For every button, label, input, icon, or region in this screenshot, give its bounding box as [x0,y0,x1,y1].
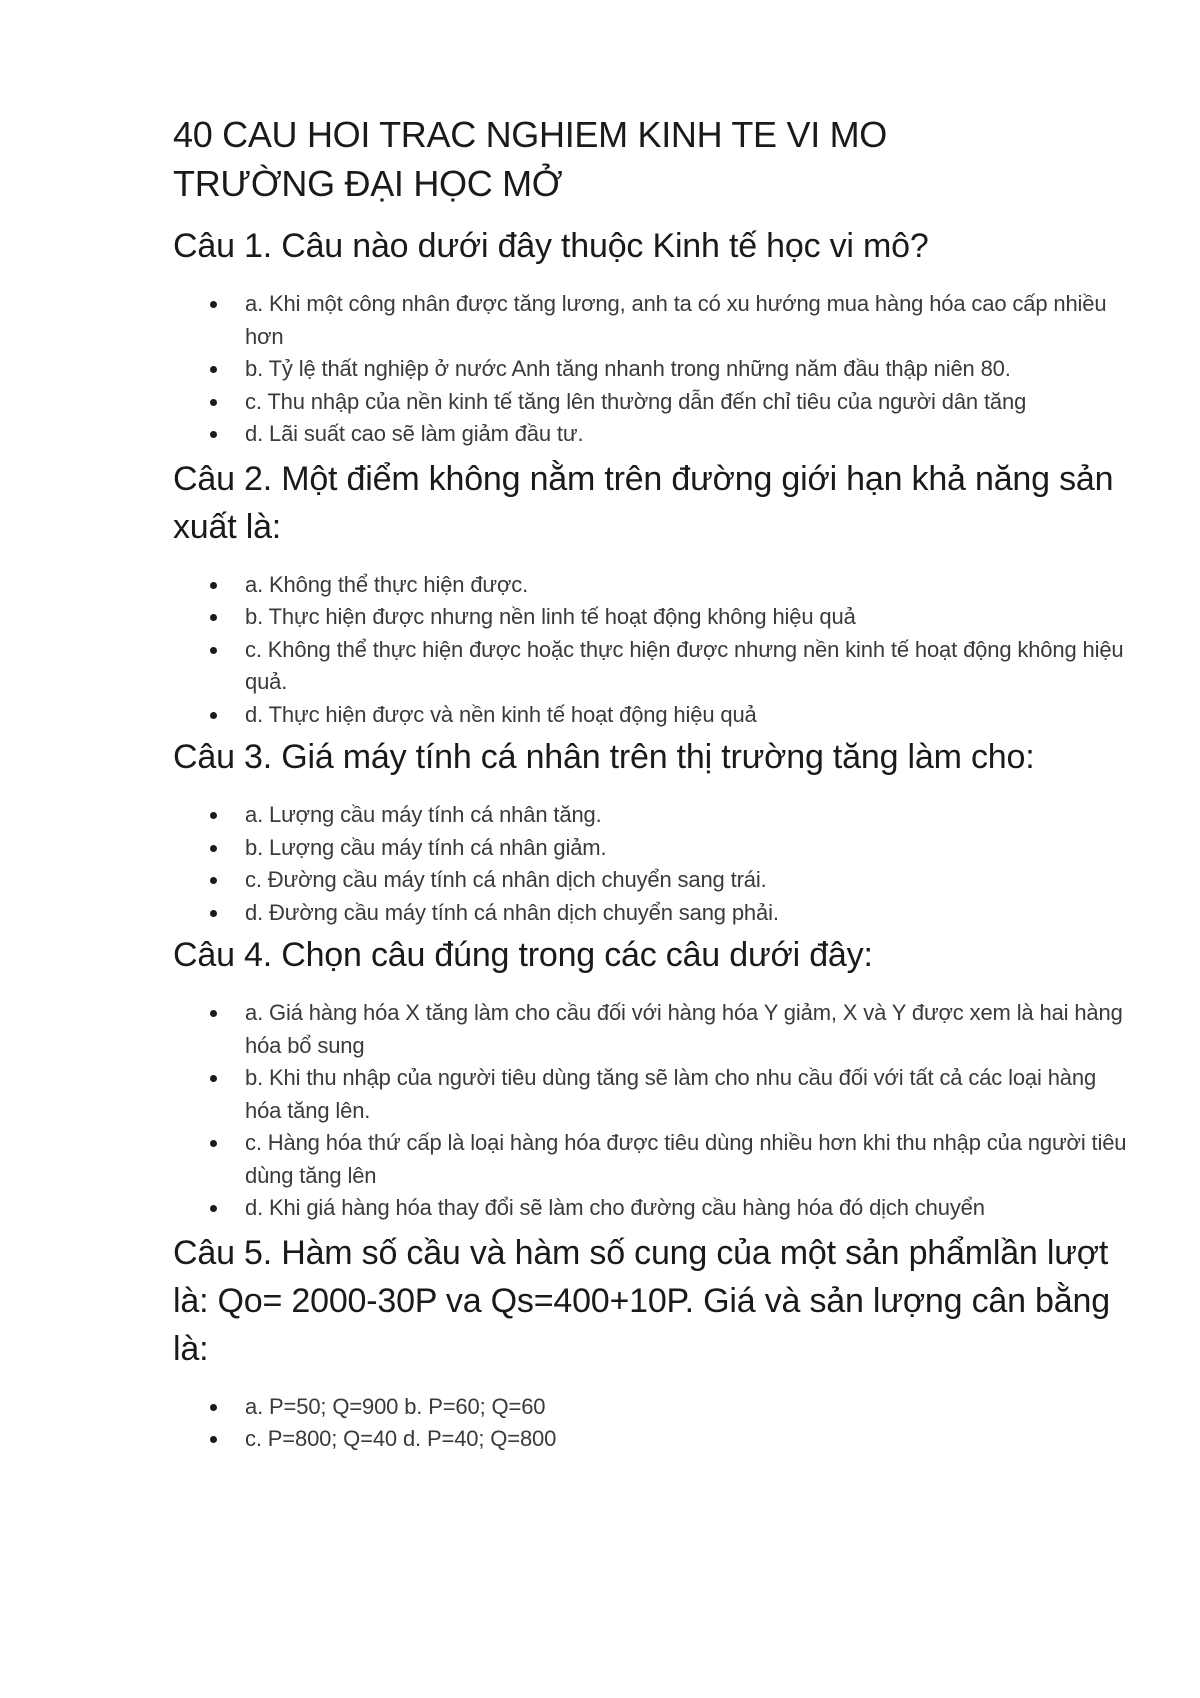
answer-option: a. P=50; Q=900 b. P=60; Q=60 [173,1391,1133,1424]
question-heading: Câu 3. Giá máy tính cá nhân trên thị trường tăng làm cho: [173,738,1035,776]
answer-options [173,799,1133,929]
answer-option: d. Thực hiện được và nền kinh tế hoạt động hiệu quả [173,699,1133,732]
document-title [173,110,1133,208]
document-title-line-1: 40 CAU HOI TRAC NGHIEM KINH TE VI MO [173,114,887,155]
question-3 [173,733,1133,929]
answer-option: a. Khi một công nhân được tăng lương, anh ta có xu hướng mua hàng hóa cao cấp nhiều hơn [173,288,1133,353]
question-heading: Câu 4. Chọn câu đúng trong các câu dưới đây: [173,936,873,974]
question-2 [173,455,1133,732]
answer-option: b. Tỷ lệ thất nghiệp ở nước Anh tăng nhanh trong những năm đầu thập niên 80. [173,353,1133,386]
question-heading: Câu 1. Câu nào dưới đây thuộc Kinh tế học vi mô? [173,227,929,265]
answer-options [173,288,1133,451]
document-page [173,110,1133,1456]
answer-options [173,997,1133,1225]
answer-option: c. Thu nhập của nền kinh tế tăng lên thường dẫn đến chỉ tiêu của người dân tăng [173,386,1133,419]
answer-option: a. Lượng cầu máy tính cá nhân tăng. [173,799,1133,832]
question-heading: Câu 5. Hàm số cầu và hàm số cung của một sản phẩmlần lượt là: Qo= 2000-30P va Qs=400+10P. Giá và sản lượng cân bằng là: [173,1233,1110,1368]
answer-option: c. Không thể thực hiện được hoặc thực hiện được nhưng nền kinh tế hoạt động không hiệu quả. [173,634,1133,699]
answer-option: a. Không thể thực hiện được. [173,569,1133,602]
question-heading: Câu 2. Một điểm không nằm trên đường giới hạn khả năng sản xuất là: [173,459,1114,546]
answer-option: d. Khi giá hàng hóa thay đổi sẽ làm cho đường cầu hàng hóa đó dịch chuyển [173,1192,1133,1225]
answer-option: b. Thực hiện được nhưng nền linh tế hoạt động không hiệu quả [173,601,1133,634]
question-1 [173,222,1133,451]
answer-options [173,1391,1133,1456]
answer-option: b. Lượng cầu máy tính cá nhân giảm. [173,832,1133,865]
answer-option: d. Đường cầu máy tính cá nhân dịch chuyển sang phải. [173,897,1133,930]
question-5 [173,1229,1133,1456]
answer-options [173,569,1133,732]
question-4 [173,931,1133,1225]
answer-option: d. Lãi suất cao sẽ làm giảm đầu tư. [173,418,1133,451]
answer-option: c. Hàng hóa thứ cấp là loại hàng hóa được tiêu dùng nhiều hơn khi thu nhập của người tiêu dùng tăng lên [173,1127,1133,1192]
answer-option: c. Đường cầu máy tính cá nhân dịch chuyển sang trái. [173,864,1133,897]
document-title-line-2: TRƯỜNG ĐẠI HỌC MỞ [173,163,563,204]
answer-option: b. Khi thu nhập của người tiêu dùng tăng sẽ làm cho nhu cầu đối với tất cả các loại hàng hóa tăng lên. [173,1062,1133,1127]
answer-option: a. Giá hàng hóa X tăng làm cho cầu đối với hàng hóa Y giảm, X và Y được xem là hai hàng hóa bổ sung [173,997,1133,1062]
answer-option: c. P=800; Q=40 d. P=40; Q=800 [173,1423,1133,1456]
